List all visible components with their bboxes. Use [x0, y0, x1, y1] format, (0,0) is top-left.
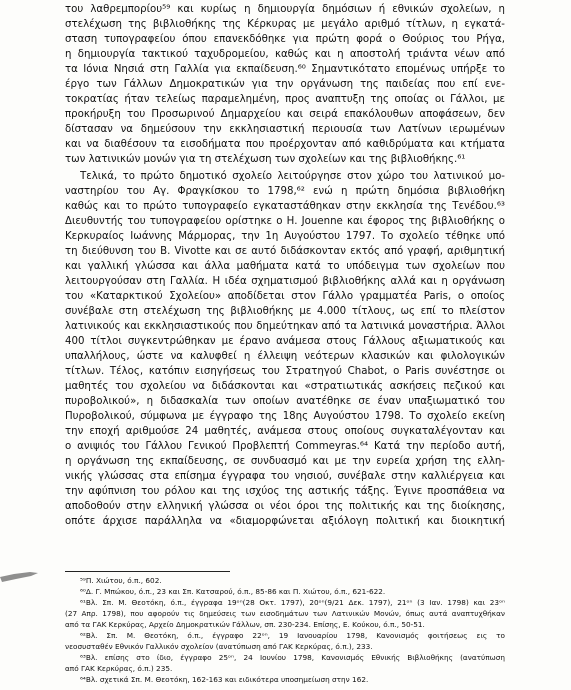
text-line: συνέβαλε στη στελέχωση της βιβλιοθήκης με 4.000 τίτλους, ως επί το πλείστον	[65, 306, 505, 317]
text-line: λειτουργούσαν στη Γαλλία. Η ιδέα σχηματισμού βιβλιοθήκης αλλά και η οργάνωση	[65, 276, 505, 287]
text-line: και γαλλική γλώσσα και άλλα μαθήματα κατά το υπόδειγμα των σχολείων που	[65, 261, 505, 272]
footnote-line: ⁶²Βλ. Σπ. Μ. Θεοτόκη, ό.π., έγγραφο 22ᵒⁿ, 19 Ιανουαρίου 1798, Κανονισμός φοιτήσεως εις το	[80, 631, 505, 640]
text-line: του «Καταρκτικού Σχολείου» αποδίδεται στον Γάλλο γραμματέα Paris, ο οποίος	[65, 291, 505, 302]
text-line: η οργάνωση της εκπαίδευσης, σε συνδυασμό και με την ευρεία χρήση της ελλη-	[65, 456, 505, 467]
footnote-separator	[65, 571, 230, 572]
text-line: τοκρατίας ήταν τελείως παραμελημένη, προς αναπτυξη της οποίας οι Γάλλοι, με	[65, 94, 505, 105]
footnote-line: από τα ΓΑΚ Κερκύρας, Αρχείο Δημοκρατικών Γάλλων, σπ. 230-234. Επίσης, Ε. Κούκου, ό.π., 50-51.	[65, 620, 425, 629]
text-line: λατινικούς και εκκλησιαστικούς που δημεύτηκαν από τα λατινικά μοναστήρια. Άλλοι	[65, 321, 505, 332]
text-line: δίστασαν να δημεύσουν την εκκλησιαστική περιουσία των Λατίνων ιερωμένων	[65, 124, 505, 135]
text-line: τίτλων. Τέλος, κατόπιν εισηγήσεως του Στρατηγού Chabot, ο Paris συνέστησε οι	[65, 366, 505, 377]
footnote-line: ⁵⁹Π. Χιώτου, ό.π., 602.	[80, 576, 162, 585]
footnote-line: ⁶⁴Βλ. σχετικά Σπ. Μ. Θεοτόκη, 162-163 και ειδικότερα υποσημείωση στην 162.	[80, 675, 369, 684]
footnote-line: ⁶⁰Δ. Γ. Μπώκου, ό.π., 23 και Σπ. Κατσαρού, ό.π., 85-86 και Π. Χιώτου, ό.π., 621-622.	[80, 587, 386, 596]
text-line: μαθητές του σχολείου να διδάσκονται και «στρατιωτικάς ασκήσεις πεζικού και	[65, 381, 505, 392]
text-line: πυροβολικού», η διδασκαλία των οποίων ανατέθηκε σε έναν υπαξιωματικό του	[65, 396, 505, 407]
text-line: καθώς και το πρώτο τυπογραφείο εγκαταστάθηκαν στην εκκλησία της Τενέδου.⁶³	[65, 201, 505, 212]
scan-artifact-mark	[0, 565, 40, 587]
text-line: του λαθρεμπορίου⁵⁹ και κυρίως η δημιουργία δημόσιων ή εθνικών σχολείων, η	[65, 4, 505, 15]
text-line: στελέχωση της βιβλιοθήκης της Κέρκυρας με μεγάλο αριθμό τίτλων, η εγκατά-	[65, 19, 505, 30]
text-line: τη διεύθυνση του Β. Vivotte και σε αυτό διδάσκονταν εκτός από γραφή, αριθμητική	[65, 246, 505, 257]
footnote-line: ⁶³Βλ. επίσης στο ίδιο, έγγραφο 25ᵒⁿ, 24 Ιουνίου 1798, Κανονισμός Εθνικής Βιβλιοθήκης (ανατύπωση	[80, 653, 505, 662]
text-line: αποδοθούν στην ελληνική γλώσσα οι νέοι όροι της πολιτικής και της διοίκησης,	[65, 501, 505, 512]
text-line: Διευθυντής του τυπογραφείου ορίστηκε ο Η. Jouenne και έφορος της βιβλιοθήκης ο	[65, 216, 505, 227]
text-line: η δημιουργία τακτικού ταχυδρομείου, καθώς και η αποστολή τριάντα νέων από	[65, 49, 505, 60]
text-line: την εποχή αριθμούσε 24 μαθητές, ανάμεσα στους οποίους συγκαταλέγονταν και	[65, 426, 505, 437]
text-line: νικής γλώσσας στα επίσημα έγγραφα του νησιού, συνέβαλε στην καλλιέργεια και	[65, 471, 505, 482]
text-line: Τελικά, το πρώτο δημοτικό σχολείο λειτούργησε στον χώρο του λατινικού μο-	[80, 171, 505, 182]
footnote-line: (27 Απρ. 1798), που αφορούν τις δημεύσεις των εισοδημάτων των Λατινικών Μονών, όπως αυτά αναπτυχθήκαν	[65, 609, 505, 618]
text-line: των λατινικών μονών για τη στελέχωση των σχολείων και της βιβλιοθήκης.⁶¹	[65, 154, 466, 165]
text-line: σταση τυπογραφείου όπου επανεκδόθηκε για πρώτη φορά ο Θούριος του Ρήγα,	[65, 34, 505, 45]
text-line: και να διαθέσουν τα εισοδήματα που προέρχονταν από καθιδρύματα και κτήματα	[65, 139, 505, 150]
text-line: ναστηρίου του Αγ. Φραγκίσκου το 1798,⁶² ενώ η πρώτη δημόσια βιβλιοθήκη	[65, 186, 505, 197]
text-line: Κερκυραίος Ιωάννης Μάρμορας, την 1η Αυγούστου 1797. Το σχολείο τέθηκε υπό	[65, 231, 505, 242]
text-line: Πυροβολικού, σύμφωνα με έγγραφο της 18ης Αυγούστου 1798. Το σχολείο εκείνη	[65, 411, 505, 422]
text-line: προκήρυξη του Προσωρινού Δημαρχείου και σειρά επακόλουθων αποφάσεων, δεν	[65, 109, 505, 120]
text-line: ο ανιψιός του Γάλλου Γενικού Προβλεπτή Commeyras.⁶⁴ Κατά την περίοδο αυτή,	[65, 441, 505, 452]
text-line: την αφύπνιση του ρόλου και της ισχύος της αστικής τάξης. Έγινε προσπάθεια να	[65, 486, 505, 497]
text-line: τα Ιόνια Νησιά στη Γαλλία για εκπαίδευση.⁶⁰ Σημαντικότατο επομένως υπήρξε το	[65, 64, 505, 75]
footnote-line: ⁶¹Βλ. Σπ. Μ. Θεοτόκη, ό.π., έγγραφα 19ᵒⁿ(28 Οκτ. 1797), 20ᵒⁿ(9/21 Δεκ. 1797), 21ᵒⁿ (3 Ιαν. 1798) και 23ᵒⁿ	[80, 598, 505, 607]
text-line: οπότε άρχισε παράλληλα να «διαμορφώνεται αξιόλογη πολιτική και διοικητική	[65, 516, 505, 527]
text-line: 400 τίτλοι συγκεντρώθηκαν με έρανο ανάμεσα στους Γάλλους αξιωματικούς και	[65, 336, 505, 347]
footnote-line: από ΓΑΚ Κερκύρας, ό.π.) 235.	[65, 664, 173, 673]
text-line: έργο των Γάλλων Δημοκρατικών για την οργάνωση της παιδείας που επί ενε-	[65, 79, 505, 90]
text-line: υπαλλήλους, ώστε να καλυφθεί η έλλειψη νεότερων κλασικών και φιλολογικών	[65, 351, 505, 362]
footnote-line: νεοσυσταθέν Εθνικόν Γαλλικόν σχολείον (ανατύπωση από ΓΑΚ Κερκύρας, ό.π.), 233.	[65, 642, 373, 651]
